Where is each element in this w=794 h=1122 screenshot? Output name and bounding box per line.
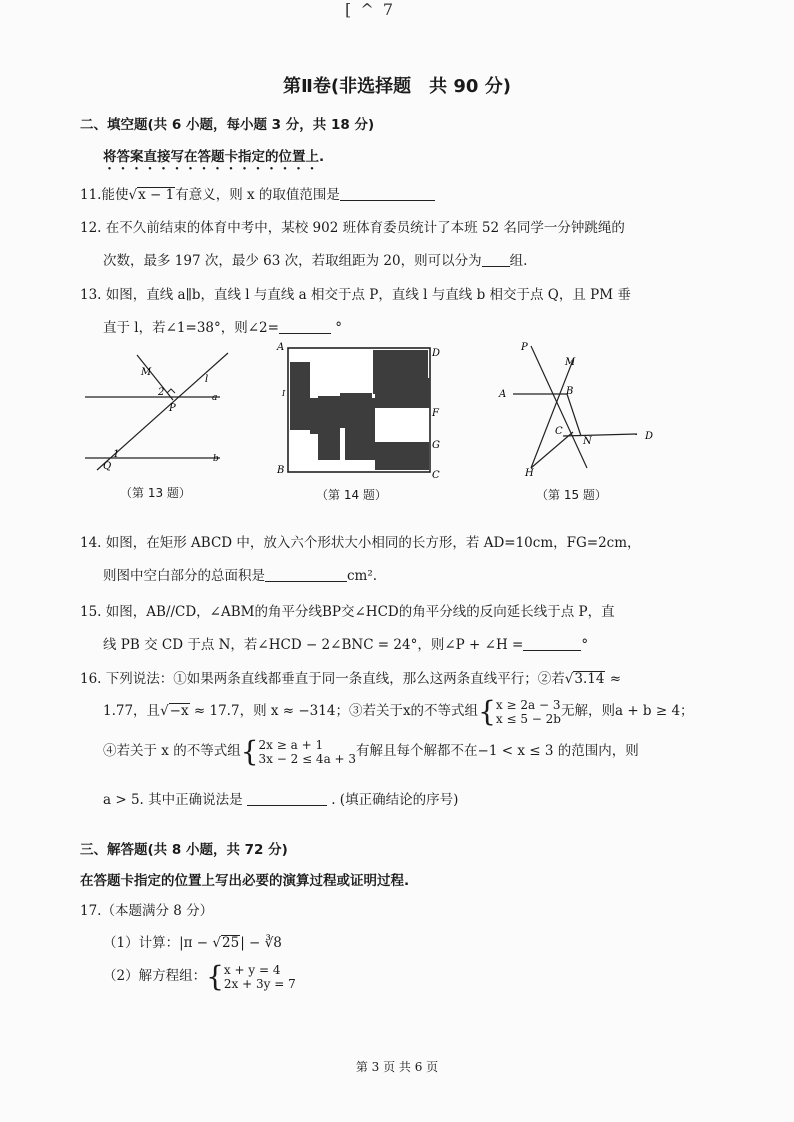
fig13-label-l: l	[205, 374, 209, 385]
fig13-label-a: a	[212, 393, 218, 403]
q16-answer-blank[interactable]	[247, 791, 327, 806]
q17-sys-row1: x + y = 4	[223, 962, 281, 977]
q14-line2a: 则图中空白部分的总面积是	[103, 568, 265, 584]
fig13-label-b: b	[213, 454, 219, 464]
q16-line4	[103, 788, 458, 808]
q17-p1-expr-a: |π −	[179, 935, 213, 951]
fig13-label-p: P	[169, 403, 176, 414]
q13-answer-blank[interactable]	[279, 319, 331, 334]
q16-line2-radicand: −x	[169, 703, 189, 719]
q15-line2	[103, 633, 588, 653]
q12-line1: 12. 在不久前结束的体育中考中，某校 902 班体育委员统计了本班 52 名同学一分钟跳绳的	[80, 220, 625, 236]
q15-line2b: °	[581, 637, 589, 653]
q13-line2a: 直于 l，若∠1=38°，则∠2=	[103, 320, 279, 336]
fig13-label-q: Q	[103, 461, 112, 472]
section2-heading: 二、填空题(共 6 小题，每小题 3 分，共 18 分)	[80, 117, 375, 133]
q16-line1: 16. 下列说法：①如果两条直线都垂直于同一条直线，那么这两条直线平行；②若√3.14 ≈	[80, 671, 622, 687]
q12-line2a: 次数，最多 197 次，最少 63 次，若取组距为 20，则可以分为	[103, 253, 482, 269]
figure-13-caption: （第 13 题）	[120, 486, 191, 500]
q15-line1: 15. 如图，AB//CD，∠ABM的角平分线BP交∠HCD的角平分线的反向延长线于点 P，直	[80, 604, 615, 620]
q14-answer-blank[interactable]	[265, 567, 347, 582]
fig15-label-m: M	[565, 357, 576, 368]
q14-line2	[103, 564, 377, 584]
q16-line3	[103, 734, 639, 768]
question-11: 11.能使√x − 1有意义，则 x 的取值范围是	[80, 183, 435, 203]
fig15-label-h: H	[525, 468, 534, 479]
page-footer: 第 3 页 共 6 页	[355, 1060, 439, 1074]
q17-p1-label: （1）计算：	[103, 935, 180, 951]
fig14-label-f: F	[432, 408, 439, 419]
fig15-label-n: N	[583, 436, 592, 447]
q16-system-3: { x ≥ 2a − 3 x ≤ 5 − 2b	[478, 694, 561, 728]
q16-sys3-row2: x ≤ 5 − 2b	[495, 711, 561, 726]
q16-sys3-row1: x ≥ 2a − 3	[495, 697, 561, 712]
fig14-label-b: B	[277, 465, 285, 476]
figure-13	[85, 345, 235, 475]
figure-14	[273, 338, 443, 483]
fig15-label-a: A	[499, 389, 507, 400]
section2-instruction: 将答案直接写在答题卡指定的位置上.	[103, 149, 325, 165]
fig15-label-c: C	[555, 426, 563, 437]
figure-15	[495, 340, 660, 480]
q17-p2-label: （2）解方程组：	[103, 968, 207, 984]
q16-line2b: ≈ 17.7，则 x ≈ −314；③若关于x的不等式组	[193, 703, 479, 719]
q17-part1: （1）计算：|π − √25| − ∛8	[103, 935, 282, 951]
fig13-label-2: 2	[158, 387, 165, 398]
q13-line1: 13. 如图，直线 a∥b，直线 l 与直线 a 相交于点 P，直线 l 与直线 b 相交于点 Q，且 PM 垂	[80, 287, 631, 303]
q16-line4b: . (填正确结论的序号)	[331, 792, 459, 808]
q11-post: 有意义，则 x 的取值范围是	[175, 187, 340, 203]
q12-line2b: 组.	[509, 253, 528, 269]
fig14-label-i: I	[282, 389, 286, 398]
section3-heading: 三、解答题(共 8 小题，共 72 分)	[80, 842, 288, 858]
q14-line2b: cm².	[347, 568, 378, 584]
fig14-label-d: D	[432, 348, 441, 359]
q16-sys4-row1: 2x ≥ a + 1	[258, 737, 324, 752]
q11-pre: 能使	[101, 187, 129, 203]
q11-number: 11.	[80, 187, 102, 203]
q16-line4a: a > 5. 其中正确说法是	[103, 792, 243, 808]
q16-line2c: 无解，则a + b ≥ 4；	[560, 703, 694, 719]
q16-line3a: ④若关于 x 的不等式组	[103, 743, 241, 759]
section3-instruction: 在答题卡指定的位置上写出必要的演算过程或证明过程.	[80, 873, 410, 889]
q16-line1-radicand: 3.14	[574, 671, 605, 687]
q16-line3b: 有解且每个解都不在−1 < x ≤ 3 的范围内，则	[356, 743, 639, 759]
page-title: 第Ⅱ卷(非选择题 共 90 分)	[283, 76, 511, 97]
q15-line2a: 线 PB 交 CD 于点 N，若∠HCD − 2∠BNC = 24°，则∠P + ∠H =	[103, 637, 524, 653]
figure-14-caption: （第 14 题）	[316, 488, 387, 502]
q17-part2	[103, 959, 296, 993]
q12-answer-blank[interactable]	[482, 252, 510, 267]
q17-head: 17.（本题满分 8 分）	[80, 903, 214, 919]
fig15-label-p: P	[521, 342, 528, 353]
fig15-label-d: D	[645, 431, 654, 442]
q11-radicand: x − 1	[138, 187, 175, 203]
q17-system: { x + y = 4 2x + 3y = 7	[206, 959, 296, 993]
q17-sys-row2: 2x + 3y = 7	[223, 976, 296, 991]
q14-line1: 14. 如图，在矩形 ABCD 中，放入六个形状大小相同的长方形，若 AD=10cm，FG=2cm，	[80, 535, 641, 551]
fig13-label-1: 1	[113, 449, 120, 460]
fig14-label-a: A	[277, 342, 285, 353]
fig14-label-g: G	[432, 440, 440, 451]
q16-line2: 1.77，且√−x ≈ 17.7，则 x ≈ −314；③若关于x的不等式组{ x ≥ 2a − 3 x ≤ 5 − 2b 无解，则a + b ≥ 4；	[103, 694, 694, 728]
q17-p1-expr-b: | − ∛8	[240, 935, 282, 951]
fig15-label-b: B	[566, 386, 574, 397]
header-mark: [ ^ 7	[345, 0, 395, 19]
q13-line2b: °	[335, 320, 343, 336]
q17-p1-radicand: 25	[222, 935, 240, 951]
q16-line1a: 16. 下列说法：①如果两条直线都垂直于同一条直线，那么这两条直线平行；②若	[80, 671, 565, 687]
fig13-label-m: M	[141, 367, 152, 378]
q11-answer-blank[interactable]	[340, 186, 435, 201]
fig14-label-c: C	[432, 470, 440, 481]
q15-answer-blank[interactable]	[523, 636, 581, 651]
figure-15-caption: （第 15 题）	[536, 488, 607, 502]
q13-line2	[103, 316, 342, 336]
q16-line2a: 1.77，且	[103, 703, 161, 719]
q16-line1b: ≈	[609, 671, 622, 687]
q12-line2	[103, 249, 527, 269]
q16-sys4-row2: 3x − 2 ≤ 4a + 3	[258, 751, 357, 766]
q16-system-4: { 2x ≥ a + 1 3x − 2 ≤ 4a + 3	[240, 734, 357, 768]
